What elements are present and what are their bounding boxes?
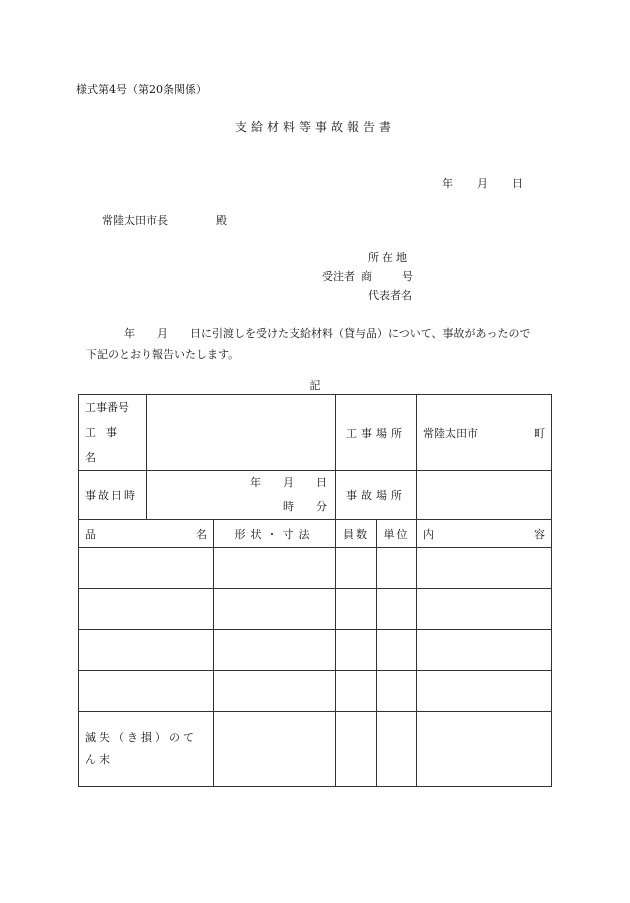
contractor-label: 受注者 — [322, 270, 355, 283]
table-row — [79, 589, 552, 630]
count-cell[interactable] — [336, 630, 377, 671]
loss-content-cell[interactable] — [417, 712, 552, 787]
shape-cell[interactable] — [214, 630, 336, 671]
item-name-cell[interactable] — [79, 671, 214, 712]
trade-label-2: 号 — [402, 270, 413, 283]
col-unit: 単位 — [377, 520, 417, 548]
item-name-cell[interactable] — [79, 589, 214, 630]
accident-place-label: 事故場所 — [336, 471, 417, 520]
loss-unit-cell[interactable] — [377, 712, 417, 787]
shape-cell[interactable] — [214, 589, 336, 630]
col-item-1: 品 — [85, 527, 96, 541]
dt-hour: 時 — [283, 500, 294, 513]
count-cell[interactable] — [336, 671, 377, 712]
date-month: 月 — [477, 177, 488, 190]
work-place-city: 常陸太田市 — [423, 426, 478, 440]
report-table — [78, 394, 552, 787]
dt-min: 分 — [316, 500, 327, 513]
contractor-address-label: 所在地 — [368, 251, 410, 264]
work-number-name-field[interactable] — [147, 395, 336, 471]
content-cell[interactable] — [417, 630, 552, 671]
para-year: 年 — [124, 327, 135, 340]
addressee-honorific: 殿 — [216, 214, 227, 227]
table-row — [79, 671, 552, 712]
unit-cell[interactable] — [377, 671, 417, 712]
item-name-cell[interactable] — [79, 548, 214, 589]
shape-cell[interactable] — [214, 671, 336, 712]
loss-label-text: 滅失（き損）のてん末 — [85, 731, 197, 766]
col-shape-size: 形状・寸法 — [214, 520, 336, 548]
contractor-trade-line — [322, 268, 413, 284]
dt-year: 年 — [250, 476, 261, 489]
content-cell[interactable] — [417, 548, 552, 589]
col-item-2: 名 — [196, 527, 207, 541]
report-paragraph — [86, 323, 556, 365]
work-number-name-labels — [79, 395, 147, 471]
para-line1: 日に引渡しを受けた支給材料（貸与品）について、事故があったので — [190, 327, 531, 340]
unit-cell[interactable] — [377, 548, 417, 589]
report-date — [442, 175, 523, 191]
table-row — [79, 630, 552, 671]
col-item-name — [79, 520, 214, 548]
document-title: 支給材料等事故報告書 — [234, 120, 395, 134]
contractor-rep-label: 代表者名 — [368, 289, 412, 302]
col-count: 員数 — [336, 520, 377, 548]
count-cell[interactable] — [336, 548, 377, 589]
col-content-1: 内 — [423, 527, 434, 541]
work-place-town: 町 — [534, 426, 545, 440]
work-number-label: 工事番号 — [85, 401, 129, 414]
accident-datetime-label: 事故日時 — [79, 471, 147, 520]
loss-row — [79, 712, 552, 787]
table-row — [79, 548, 552, 589]
accident-datetime-field[interactable] — [147, 471, 336, 520]
addressee-name: 常陸太田市長 — [102, 214, 168, 227]
item-name-cell[interactable] — [79, 630, 214, 671]
work-place-label: 工事場所 — [336, 395, 417, 471]
work-place-field[interactable] — [417, 395, 552, 471]
loss-shape-cell[interactable] — [214, 712, 336, 787]
para-line2: 下記のとおり報告いたします。 — [86, 348, 240, 361]
date-year: 年 — [442, 177, 453, 190]
content-cell[interactable] — [417, 589, 552, 630]
work-name-label: 工事名 — [85, 426, 127, 464]
dt-month: 月 — [283, 476, 294, 489]
trade-label-1: 商 — [361, 270, 372, 283]
loss-label — [79, 712, 214, 787]
para-month: 月 — [157, 327, 168, 340]
col-content — [417, 520, 552, 548]
shape-cell[interactable] — [214, 548, 336, 589]
loss-count-cell[interactable] — [336, 712, 377, 787]
addressee — [102, 212, 227, 228]
content-cell[interactable] — [417, 671, 552, 712]
ki-heading: 記 — [309, 379, 321, 392]
form-id: 様式第4号（第20条関係） — [76, 83, 207, 96]
dt-day: 日 — [316, 476, 327, 489]
col-content-2: 容 — [534, 527, 545, 541]
unit-cell[interactable] — [377, 589, 417, 630]
unit-cell[interactable] — [377, 630, 417, 671]
accident-place-field[interactable] — [417, 471, 552, 520]
date-day: 日 — [512, 177, 523, 190]
count-cell[interactable] — [336, 589, 377, 630]
